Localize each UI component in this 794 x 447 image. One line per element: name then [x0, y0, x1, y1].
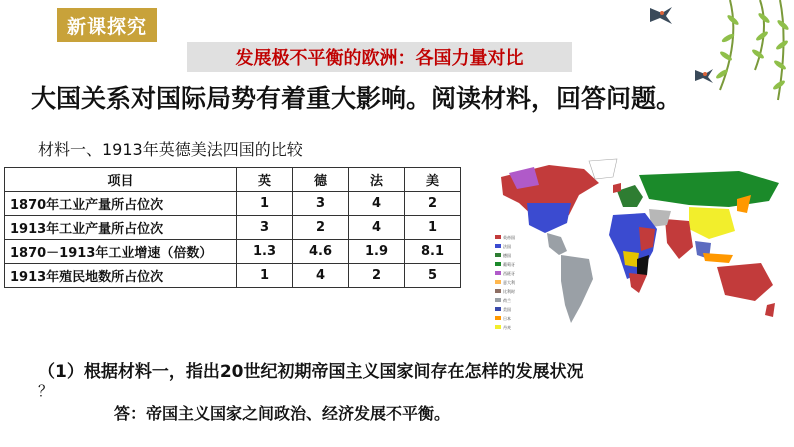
- question-1: （1）根据材料一，指出20世纪初期帝国主义国家间存在怎样的发展状况: [38, 362, 584, 382]
- colonial-world-map: [489, 155, 789, 335]
- comparison-table: [4, 167, 461, 288]
- table-row: [5, 216, 461, 240]
- section-tag: 新课探究: [57, 8, 157, 42]
- header-france: 法: [349, 168, 405, 192]
- legend-label: 德国: [503, 253, 511, 258]
- cell-usa: 5: [405, 264, 461, 288]
- legend-label: 日本: [503, 316, 511, 321]
- cell-germany: 3: [293, 192, 349, 216]
- legend-label: 英帝国: [503, 235, 515, 240]
- cell-britain: 3: [237, 216, 293, 240]
- cell-britain: 1: [237, 264, 293, 288]
- cell-germany: 2: [293, 216, 349, 240]
- row-label: 1913年殖民地数所占位次: [5, 264, 237, 288]
- header-usa: 美: [405, 168, 461, 192]
- cell-germany: 4: [293, 264, 349, 288]
- cell-britain: 1: [237, 192, 293, 216]
- table-row: [5, 192, 461, 216]
- table-row: [5, 240, 461, 264]
- legend-label: 美国: [503, 307, 511, 312]
- cell-usa: 8.1: [405, 240, 461, 264]
- cell-usa: 2: [405, 192, 461, 216]
- cell-britain: 1.3: [237, 240, 293, 264]
- cell-germany: 4.6: [293, 240, 349, 264]
- row-label: 1913年工业产量所占位次: [5, 216, 237, 240]
- cell-france: 2: [349, 264, 405, 288]
- question-1-tail: ？: [38, 382, 54, 400]
- table-header-row: [5, 168, 461, 192]
- header-britain: 英: [237, 168, 293, 192]
- legend-label: 西班牙: [503, 271, 515, 276]
- header-germany: 德: [293, 168, 349, 192]
- material-title: 材料一、1913年英德美法四国的比较: [38, 140, 303, 159]
- legend-label: 丹麦: [503, 325, 511, 330]
- cell-france: 1.9: [349, 240, 405, 264]
- cell-france: 4: [349, 192, 405, 216]
- cell-usa: 1: [405, 216, 461, 240]
- header-item: 项目: [5, 168, 237, 192]
- legend-label: 荷兰: [503, 298, 511, 303]
- table-row: [5, 264, 461, 288]
- headline: 大国关系对国际局势有着重大影响。阅读材料，回答问题。: [31, 84, 682, 113]
- legend-label: 意大利: [503, 280, 515, 285]
- legend-label: 葡萄牙: [503, 262, 515, 267]
- answer-1: 答：帝国主义国家之间政治、经济发展不平衡。: [114, 404, 451, 423]
- topic-banner: 发展极不平衡的欧洲：各国力量对比: [187, 42, 572, 72]
- legend-label: 法国: [503, 244, 511, 249]
- row-label: 1870年工业产量所占位次: [5, 192, 237, 216]
- legend-label: 比利时: [503, 289, 515, 294]
- row-label: 1870－1913年工业增速（倍数）: [5, 240, 237, 264]
- cell-france: 4: [349, 216, 405, 240]
